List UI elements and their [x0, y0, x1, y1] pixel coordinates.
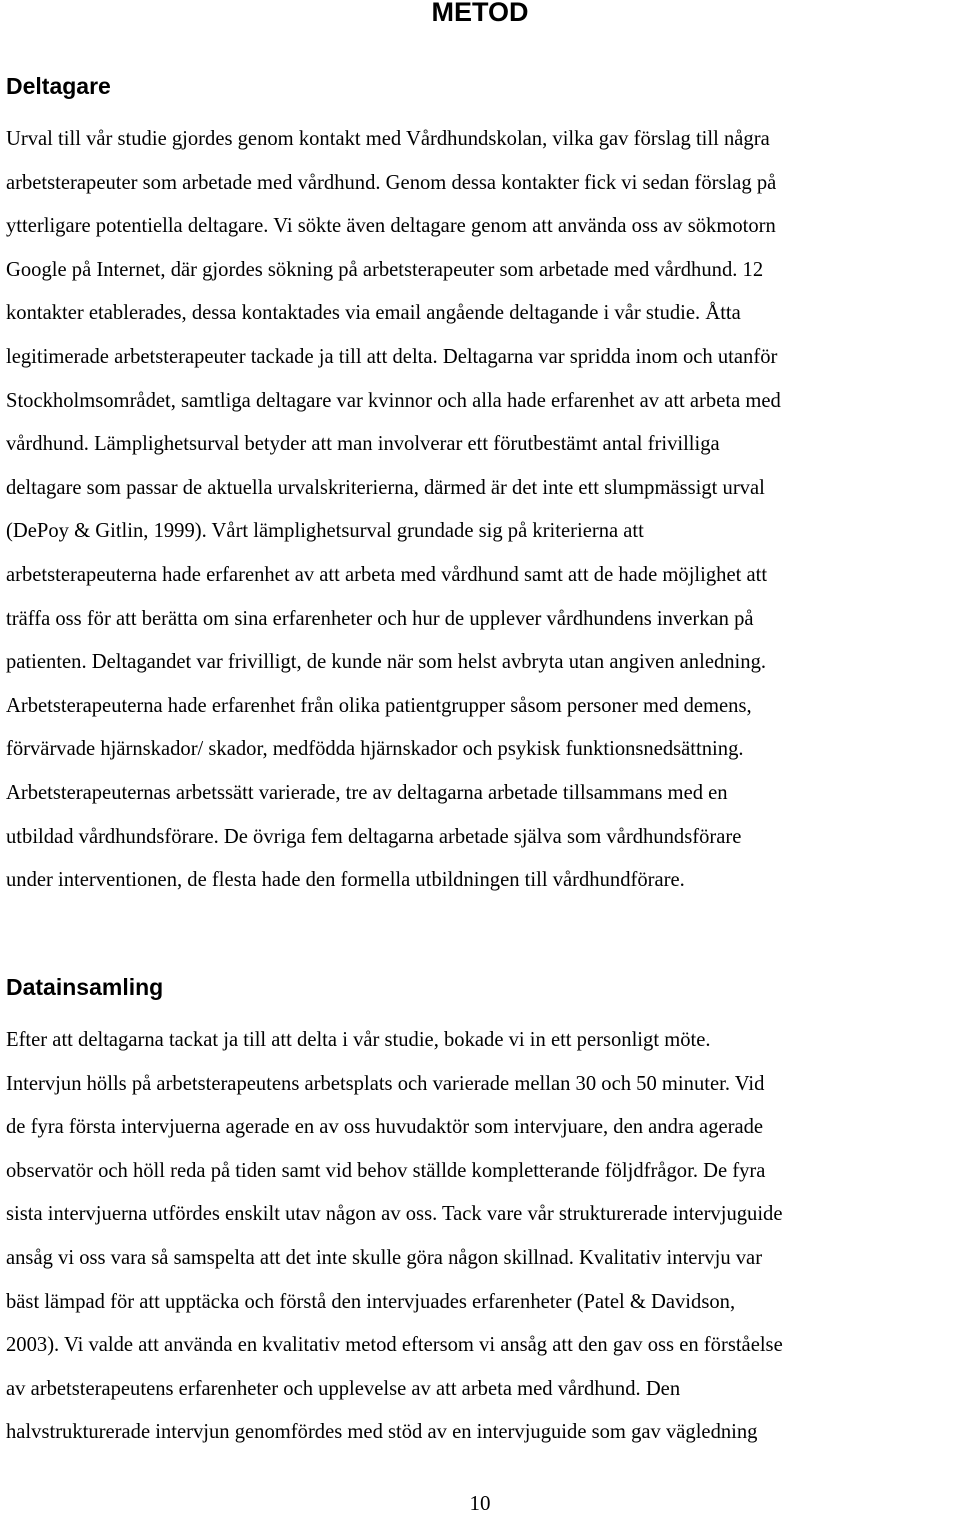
- text-line: deltagare som passar de aktuella urvalskriterierna, därmed är det inte ett slumpmässigt urval: [6, 476, 765, 499]
- paragraph-deltagare: [6, 118, 960, 903]
- text-line: Stockholmsområdet, samtliga deltagare var kvinnor och alla hade erfarenhet av att arbeta med: [6, 389, 781, 412]
- text-line: förvärvade hjärnskador/ skador, medfödda hjärnskador och psykisk funktionsnedsättning.: [6, 738, 744, 761]
- section-heading-deltagare: Deltagare: [6, 73, 111, 99]
- text-line: ytterligare potentiella deltagare. Vi sökte även deltagare genom att använda oss av sökmotorn: [6, 215, 776, 238]
- text-line: bäst lämpad för att upptäcka och förstå den intervjuades erfarenheter (Patel & Davidson,: [6, 1290, 736, 1313]
- section-heading-datainsamling: Datainsamling: [6, 974, 164, 1000]
- text-line: (DePoy & Gitlin, 1999). Vårt lämplighetsurval grundade sig på kriterierna att: [6, 520, 644, 543]
- text-line: patienten. Deltagandet var frivilligt, de kunde när som helst avbryta utan angiven anledning.: [6, 651, 767, 674]
- text-line: de fyra första intervjuerna agerade en av oss huvudaktör som intervjuare, den andra agerade: [6, 1116, 764, 1139]
- text-line: vårdhund. Lämplighetsurval betyder att man involverar ett förutbestämt antal frivilliga: [6, 433, 720, 456]
- page-number: 10: [469, 1491, 491, 1515]
- text-line: observatör och höll reda på tiden samt vid behov ställde kompletterande följdfrågor. De fyra: [6, 1159, 766, 1182]
- text-line: utbildad vårdhundsförare. De övriga fem deltagarna arbetade själva som vårdhundsförare: [6, 825, 742, 848]
- text-line: ansåg vi oss vara så samspelta att det inte skulle göra någon skillnad. Kvalitativ intervju var: [6, 1246, 763, 1269]
- text-line: av arbetsterapeutens erfarenheter och upplevelse av att arbeta med vårdhund. Den: [6, 1377, 681, 1400]
- text-line: sista intervjuerna utfördes enskilt utav någon av oss. Tack vare vår strukturerade intervjuguide: [6, 1203, 783, 1226]
- text-line: Efter att deltagarna tackat ja till att delta i vår studie, bokade vi in ett personligt möte.: [6, 1029, 711, 1051]
- paragraph-datainsamling: [6, 1019, 960, 1455]
- text-line: 2003). Vi valde att använda en kvalitativ metod eftersom vi ansåg att den gav oss en förståelse: [6, 1334, 783, 1357]
- text-line: träffa oss för att berätta om sina erfarenheter och hur de upplever vårdhundens inverkan på: [6, 607, 754, 630]
- text-line: Google på Internet, där gjordes sökning på arbetsterapeuter som arbetade med vårdhund. 12: [6, 258, 764, 281]
- page-title: METOD: [431, 0, 529, 27]
- text-line: Arbetsterapeuternas arbetssätt varierade, tre av deltagarna arbetade tillsammans med en: [6, 781, 728, 804]
- text-line: Urval till vår studie gjordes genom kontakt med Vårdhundskolan, vilka gav förslag till några: [6, 128, 770, 150]
- text-line: Intervjun hölls på arbetsterapeutens arbetsplats och varierade mellan 30 och 50 minuter. Vid: [6, 1072, 765, 1095]
- text-line: halvstrukturerade intervjun genomfördes med stöd av en intervjuguide som gav vägledning: [6, 1421, 758, 1444]
- text-line: legitimerade arbetsterapeuter tackade ja till att delta. Deltagarna var spridda inom och utanför: [6, 345, 778, 368]
- text-line: Arbetsterapeuterna hade erfarenhet från olika patientgrupper såsom personer med demens,: [6, 694, 752, 717]
- text-line: arbetsterapeuter som arbetade med vårdhund. Genom dessa kontakter fick vi sedan förslag på: [6, 171, 777, 194]
- text-line: under interventionen, de flesta hade den formella utbildningen till vårdhundförare.: [6, 869, 685, 892]
- text-line: arbetsterapeuterna hade erfarenhet av att arbeta med vårdhund samt att de hade möjlighet att: [6, 563, 768, 586]
- text-line: kontakter etablerades, dessa kontaktades via email angående deltagande i vår studie. Åtta: [6, 302, 741, 325]
